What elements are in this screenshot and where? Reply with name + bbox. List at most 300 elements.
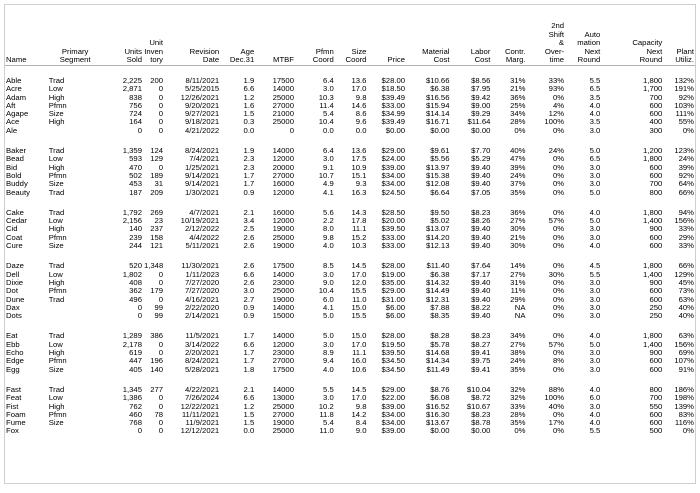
cell-plant-utiliz: 91% bbox=[678, 365, 694, 374]
cell-unit-inven-tory: 0 bbox=[158, 349, 164, 358]
cell-mtbf: 14000 bbox=[272, 331, 294, 341]
cell-labor-cost: $9.40 bbox=[471, 163, 491, 172]
cell-age-dec-31: 6.6 bbox=[243, 394, 255, 403]
cell-age-dec-31: 2.1 bbox=[243, 207, 255, 217]
cell-unit-inven-tory: 99 bbox=[154, 303, 164, 312]
cell-unit-inven-tory: 0 bbox=[158, 126, 164, 135]
cell-units-sold: 140 bbox=[129, 225, 142, 234]
cell-size-coord: 10.6 bbox=[351, 365, 367, 374]
cell-mtbf: 25000 bbox=[272, 93, 294, 102]
cell-contr-marg: 27% bbox=[510, 270, 526, 279]
cell-auto-mation-next-round: 3.0 bbox=[589, 295, 601, 304]
table-row bbox=[5, 251, 695, 270]
cell-name: Ebb bbox=[6, 340, 20, 349]
cell-plant-utiliz: 33% bbox=[678, 225, 694, 234]
cell-age-dec-31: 0.3 bbox=[243, 118, 255, 127]
cell-primary-segment: Trad bbox=[48, 384, 65, 394]
cell-revision-date: 9/27/2021 bbox=[184, 110, 220, 119]
cell-age-dec-31: 1.7 bbox=[243, 331, 255, 341]
cell-unit-inven-tory: 1,348 bbox=[143, 261, 164, 271]
cell-age-dec-31: 2.6 bbox=[243, 233, 255, 242]
cell-name: Daze bbox=[6, 261, 24, 271]
cell-labor-cost: $11.64 bbox=[467, 118, 491, 127]
cell-plant-utiliz: 198% bbox=[674, 394, 694, 403]
cell-pfmn-coord: 3.0 bbox=[323, 270, 334, 279]
cell-mtbf: 27000 bbox=[272, 357, 294, 366]
cell-material-cost: $6.64 bbox=[430, 188, 450, 197]
cell-material-cost: $16.56 bbox=[425, 93, 450, 102]
cell-revision-date: 12/12/2021 bbox=[180, 427, 220, 436]
cell-revision-date: 8/24/2021 bbox=[184, 357, 220, 366]
cell-contr-marg: 37% bbox=[510, 180, 526, 189]
cell-units-sold: 619 bbox=[129, 349, 142, 358]
cell-mtbf: 14000 bbox=[272, 270, 294, 279]
cell-size-coord: 9.8 bbox=[355, 93, 367, 102]
cell-material-cost: $5.02 bbox=[430, 217, 450, 226]
cell-age-dec-31: 1.9 bbox=[243, 76, 255, 85]
cell-revision-date: 11/9/2021 bbox=[185, 419, 220, 428]
cell-unit-inven-tory: 196 bbox=[150, 357, 164, 366]
cell-mtbf: 19000 bbox=[272, 225, 294, 234]
cell-mtbf: 25000 bbox=[272, 233, 294, 242]
cell-name: Ale bbox=[6, 126, 18, 135]
cell-name: Eat bbox=[6, 331, 18, 341]
table-row bbox=[5, 427, 695, 436]
cell-material-cost: $9.50 bbox=[430, 207, 450, 217]
cell-price: $0.00 bbox=[385, 126, 406, 135]
cell-name: Dixie bbox=[6, 278, 24, 287]
cell-auto-mation-next-round: 3.0 bbox=[589, 233, 601, 242]
cell-units-sold: 838 bbox=[129, 93, 142, 102]
cell-unit-inven-tory: 0 bbox=[158, 270, 164, 279]
cell-labor-cost: $9.40 bbox=[471, 242, 491, 251]
cell-auto-mation-next-round: 3.0 bbox=[589, 402, 601, 411]
cell-price: $39.50 bbox=[381, 225, 406, 234]
cell-capacity-next-round: 400 bbox=[649, 118, 663, 127]
table-row bbox=[5, 341, 695, 349]
cell-name: Able bbox=[6, 76, 22, 85]
cell-size-coord: 15.5 bbox=[351, 312, 367, 321]
cell-age-dec-31: 2.3 bbox=[243, 163, 255, 172]
col-header-contr-marg: Contr. Marg. bbox=[491, 5, 526, 66]
cell-units-sold: 1,359 bbox=[122, 146, 142, 156]
cell-revision-date: 9/14/2021 bbox=[184, 180, 220, 189]
cell-labor-cost: $9.41 bbox=[471, 349, 491, 358]
cell-2nd-shift-over-time: 88% bbox=[548, 384, 565, 394]
cell-units-sold: 0 bbox=[137, 427, 142, 436]
col-header-units-sold: Units Sold bbox=[106, 5, 143, 66]
table-row bbox=[5, 94, 695, 102]
cell-revision-date: 7/26/2024 bbox=[184, 394, 220, 403]
col-header-2nd-shift-over-time: 2nd Shift & Over- time bbox=[526, 5, 565, 66]
cell-plant-utiliz: 191% bbox=[674, 85, 694, 94]
cell-unit-inven-tory: 0 bbox=[158, 402, 164, 411]
cell-plant-utiliz: 55% bbox=[678, 118, 694, 127]
table-row bbox=[5, 102, 695, 110]
cell-units-sold: 1,792 bbox=[122, 207, 142, 217]
col-header-price: Price bbox=[367, 5, 406, 66]
cell-pfmn-coord: 3.0 bbox=[323, 340, 334, 349]
table-row bbox=[5, 375, 695, 394]
cell-price: $39.00 bbox=[381, 402, 406, 411]
cell-pfmn-coord: 10.2 bbox=[318, 402, 334, 411]
cell-2nd-shift-over-time: 0% bbox=[552, 225, 565, 234]
cell-revision-date: 4/7/2021 bbox=[189, 207, 220, 217]
cell-age-dec-31: 1.7 bbox=[243, 180, 255, 189]
cell-name: Adam bbox=[6, 93, 27, 102]
cell-contr-marg: 39% bbox=[510, 163, 526, 172]
cell-name: Dot bbox=[6, 287, 18, 296]
cell-mtbf: 27000 bbox=[272, 171, 294, 180]
cell-size-coord: 14.5 bbox=[351, 384, 367, 394]
cell-mtbf: 12000 bbox=[272, 217, 294, 226]
cell-size-coord: 15.1 bbox=[351, 171, 367, 180]
cell-name: Cedar bbox=[6, 217, 27, 226]
cell-unit-inven-tory: 31 bbox=[154, 180, 164, 189]
cell-pfmn-coord: 8.5 bbox=[323, 261, 334, 271]
cell-unit-inven-tory: 0 bbox=[158, 163, 164, 172]
cell-size-coord: 9.0 bbox=[355, 427, 367, 436]
cell-auto-mation-next-round: 5.0 bbox=[589, 217, 601, 226]
cell-age-dec-31: 1.7 bbox=[243, 349, 255, 358]
cell-name: Fist bbox=[6, 402, 19, 411]
table-row bbox=[5, 349, 695, 357]
cell-capacity-next-round: 1,800 bbox=[643, 331, 663, 341]
cell-contr-marg: 24% bbox=[510, 357, 526, 366]
cell-revision-date: 7/4/2021 bbox=[189, 155, 220, 164]
cell-capacity-next-round: 1,800 bbox=[643, 76, 663, 85]
table-row bbox=[5, 136, 695, 155]
cell-primary-segment: Low bbox=[48, 217, 63, 226]
cell-capacity-next-round: 600 bbox=[649, 365, 663, 374]
cell-material-cost: $6.38 bbox=[430, 270, 450, 279]
cell-size-coord: 13.6 bbox=[351, 146, 367, 156]
cell-contr-marg: 29% bbox=[510, 295, 526, 304]
cell-capacity-next-round: 600 bbox=[649, 110, 663, 119]
cell-size-coord: 10.3 bbox=[351, 242, 367, 251]
cell-contr-marg: 40% bbox=[510, 146, 526, 156]
cell-units-sold: 768 bbox=[129, 419, 142, 428]
cell-contr-marg: 30% bbox=[510, 225, 526, 234]
cell-labor-cost: $9.40 bbox=[471, 312, 491, 321]
cell-price: $34.00 bbox=[381, 171, 406, 180]
cell-units-sold: 502 bbox=[129, 171, 142, 180]
cell-auto-mation-next-round: 3.5 bbox=[589, 118, 601, 127]
cell-name: Dune bbox=[6, 295, 25, 304]
cell-age-dec-31: 0.0 bbox=[243, 427, 255, 436]
cell-revision-date: 4/21/2022 bbox=[184, 126, 220, 135]
cell-primary-segment: Low bbox=[48, 85, 63, 94]
cell-name: Fume bbox=[6, 419, 26, 428]
table-row bbox=[5, 403, 695, 411]
cell-price: $35.00 bbox=[381, 278, 406, 287]
cell-size-coord: 17.8 bbox=[351, 217, 367, 226]
cell-mtbf: 14000 bbox=[272, 384, 294, 394]
table-row bbox=[5, 127, 695, 136]
cell-unit-inven-tory: 0 bbox=[158, 118, 164, 127]
cell-name: Egg bbox=[6, 365, 20, 374]
cell-revision-date: 8/11/2021 bbox=[185, 76, 220, 85]
cell-unit-inven-tory: 99 bbox=[154, 312, 164, 321]
cell-capacity-next-round: 600 bbox=[649, 101, 663, 110]
cell-unit-inven-tory: 269 bbox=[150, 207, 164, 217]
cell-units-sold: 164 bbox=[129, 118, 142, 127]
cell-material-cost: $13.67 bbox=[425, 419, 450, 428]
cell-contr-marg: 11% bbox=[510, 287, 526, 296]
cell-auto-mation-next-round: 4.0 bbox=[589, 101, 601, 110]
cell-2nd-shift-over-time: 0% bbox=[552, 278, 565, 287]
cell-labor-cost: $8.56 bbox=[471, 76, 491, 85]
cell-primary-segment: Trad bbox=[48, 295, 65, 304]
cell-material-cost: $15.94 bbox=[425, 101, 450, 110]
cell-pfmn-coord: 8.9 bbox=[323, 349, 334, 358]
cell-contr-marg: NA bbox=[514, 312, 526, 321]
cell-contr-marg: 25% bbox=[510, 101, 526, 110]
col-header-mtbf: MTBF bbox=[255, 5, 295, 66]
cell-auto-mation-next-round: 3.0 bbox=[589, 349, 601, 358]
cell-price: $34.00 bbox=[381, 410, 406, 419]
cell-unit-inven-tory: 0 bbox=[158, 419, 164, 428]
col-header-revision-date: Revision Date bbox=[164, 5, 220, 66]
cell-primary-segment: Trad bbox=[48, 188, 65, 197]
cell-capacity-next-round: 600 bbox=[649, 242, 663, 251]
cell-plant-utiliz: 107% bbox=[674, 357, 694, 366]
cell-material-cost: $14.34 bbox=[425, 357, 450, 366]
cell-mtbf: 20000 bbox=[272, 163, 294, 172]
cell-revision-date: 5/25/2015 bbox=[184, 85, 220, 94]
cell-primary-segment: High bbox=[48, 349, 65, 358]
cell-material-cost: $13.07 bbox=[425, 225, 450, 234]
cell-plant-utiliz: 103% bbox=[674, 101, 694, 110]
cell-unit-inven-tory: 0 bbox=[158, 93, 164, 102]
cell-primary-segment bbox=[45, 127, 106, 136]
cell-revision-date: 4/16/2021 bbox=[184, 295, 220, 304]
cell-price: $29.00 bbox=[381, 146, 406, 156]
cell-capacity-next-round: 250 bbox=[649, 312, 663, 321]
cell-primary-segment: Size bbox=[48, 365, 64, 374]
cell-units-sold: 1,802 bbox=[122, 270, 142, 279]
cell-price: $6.00 bbox=[385, 303, 406, 312]
cell-plant-utiliz: 156% bbox=[674, 217, 694, 226]
cell-price: $34.50 bbox=[381, 357, 406, 366]
table-row bbox=[5, 118, 695, 126]
cell-plant-utiliz: 24% bbox=[678, 155, 694, 164]
cell-age-dec-31: 0.9 bbox=[243, 188, 255, 197]
cell-age-dec-31: 1.9 bbox=[243, 146, 255, 156]
cell-age-dec-31: 1.7 bbox=[243, 357, 255, 366]
cell-mtbf: 14000 bbox=[272, 146, 294, 156]
cell-labor-cost: $9.00 bbox=[471, 101, 491, 110]
cell-capacity-next-round: 600 bbox=[649, 287, 663, 296]
cell-auto-mation-next-round: 5.0 bbox=[589, 146, 601, 156]
cell-name: Bold bbox=[6, 171, 22, 180]
cell-revision-date: 2/14/2021 bbox=[184, 312, 220, 321]
cell-capacity-next-round: 600 bbox=[649, 410, 663, 419]
cell-capacity-next-round: 700 bbox=[649, 394, 663, 403]
cell-unit-inven-tory: 0 bbox=[158, 101, 164, 110]
table-row bbox=[5, 411, 695, 419]
production-analysis-sheet bbox=[4, 4, 696, 484]
cell-units-sold: 2,871 bbox=[122, 85, 142, 94]
cell-pfmn-coord: 5.0 bbox=[323, 312, 334, 321]
cell-material-cost: $14.68 bbox=[425, 349, 450, 358]
cell-units-sold: 496 bbox=[129, 295, 142, 304]
cell-2nd-shift-over-time: 24% bbox=[548, 146, 565, 156]
cell-plant-utiliz: 40% bbox=[678, 312, 694, 321]
cell-material-cost: $12.13 bbox=[425, 242, 450, 251]
production-table bbox=[5, 5, 695, 437]
cell-name: Cake bbox=[6, 207, 24, 217]
cell-mtbf: 12000 bbox=[272, 188, 294, 197]
cell-mtbf: 14000 bbox=[272, 85, 294, 94]
cell-auto-mation-next-round: 4.0 bbox=[589, 110, 601, 119]
cell-plant-utiliz: 94% bbox=[678, 207, 694, 217]
cell-pfmn-coord: 9.4 bbox=[323, 357, 334, 366]
cell-mtbf: 19000 bbox=[272, 419, 294, 428]
cell-mtbf: 0 bbox=[289, 126, 294, 135]
table-row bbox=[5, 172, 695, 180]
cell-mtbf: 12000 bbox=[272, 155, 294, 164]
cell-name: Buddy bbox=[6, 180, 28, 189]
cell-2nd-shift-over-time: 30% bbox=[548, 270, 565, 279]
cell-labor-cost: $9.41 bbox=[471, 365, 491, 374]
cell-2nd-shift-over-time: 100% bbox=[544, 394, 565, 403]
cell-labor-cost: $9.40 bbox=[471, 295, 491, 304]
cell-size-coord: 9.6 bbox=[355, 118, 367, 127]
col-header-labor-cost: Labor Cost bbox=[450, 5, 491, 66]
cell-age-dec-31: 1.5 bbox=[243, 410, 255, 419]
cell-name: Aft bbox=[6, 101, 16, 110]
cell-primary-segment: Pfmn bbox=[48, 171, 67, 180]
cell-pfmn-coord: 4.1 bbox=[323, 303, 334, 312]
cell-material-cost: $5.78 bbox=[430, 340, 450, 349]
cell-units-sold: 470 bbox=[129, 163, 142, 172]
cell-auto-mation-next-round: 3.0 bbox=[589, 357, 601, 366]
cell-contr-marg: 14% bbox=[510, 261, 526, 271]
cell-revision-date: 1/11/2023 bbox=[185, 270, 220, 279]
cell-plant-utiliz: 186% bbox=[674, 384, 694, 394]
cell-size-coord: 15.0 bbox=[351, 303, 367, 312]
cell-labor-cost: $8.22 bbox=[471, 303, 491, 312]
table-row bbox=[5, 164, 695, 172]
col-header-auto-mation-next-round: Auto mation Next Round bbox=[565, 5, 601, 66]
cell-age-dec-31: 1.2 bbox=[243, 402, 255, 411]
cell-size-coord: 9.8 bbox=[355, 402, 367, 411]
cell-price: $20.00 bbox=[381, 217, 406, 226]
cell-pfmn-coord: 6.4 bbox=[323, 76, 334, 85]
cell-pfmn-coord: 4.9 bbox=[323, 180, 334, 189]
cell-size-coord: 17.5 bbox=[351, 155, 367, 164]
cell-auto-mation-next-round: 5.5 bbox=[589, 427, 601, 436]
cell-auto-mation-next-round: 3.0 bbox=[589, 180, 601, 189]
cell-primary-segment: High bbox=[48, 118, 65, 127]
cell-name: Baker bbox=[6, 146, 27, 156]
cell-pfmn-coord: 3.0 bbox=[323, 85, 334, 94]
cell-auto-mation-next-round: 4.5 bbox=[589, 261, 601, 271]
cell-name: Agape bbox=[6, 110, 29, 119]
cell-price: $29.00 bbox=[381, 384, 406, 394]
cell-unit-inven-tory: 386 bbox=[150, 331, 164, 341]
table-row bbox=[5, 225, 695, 233]
cell-labor-cost: $9.40 bbox=[471, 225, 491, 234]
cell-capacity-next-round: 700 bbox=[649, 93, 663, 102]
cell-plant-utiliz: 0% bbox=[682, 126, 694, 135]
cell-size-coord: 17.0 bbox=[351, 340, 367, 349]
cell-mtbf: 19000 bbox=[272, 242, 294, 251]
cell-contr-marg: 0% bbox=[514, 126, 526, 135]
cell-capacity-next-round: 1,200 bbox=[643, 146, 663, 156]
cell-primary-segment: Size bbox=[48, 110, 64, 119]
cell-capacity-next-round: 1,800 bbox=[643, 261, 663, 271]
cell-mtbf: 23000 bbox=[272, 349, 294, 358]
cell-2nd-shift-over-time: 12% bbox=[548, 110, 565, 119]
cell-unit-inven-tory: 189 bbox=[150, 171, 164, 180]
cell-units-sold: 408 bbox=[129, 278, 142, 287]
cell-age-dec-31: 2.6 bbox=[243, 278, 255, 287]
cell-price: $39.00 bbox=[381, 427, 406, 436]
cell-unit-inven-tory: 124 bbox=[150, 146, 164, 156]
cell-2nd-shift-over-time: 0% bbox=[552, 312, 565, 321]
cell-labor-cost: $7.64 bbox=[471, 261, 491, 271]
cell-primary-segment bbox=[45, 312, 106, 321]
cell-size-coord: 11.1 bbox=[352, 225, 367, 234]
cell-name: Bid bbox=[6, 163, 18, 172]
cell-2nd-shift-over-time: 0% bbox=[552, 303, 565, 312]
cell-unit-inven-tory: 121 bbox=[150, 242, 164, 251]
cell-plant-utiliz: 156% bbox=[674, 340, 694, 349]
cell-price: $34.00 bbox=[381, 180, 406, 189]
cell-material-cost: $5.56 bbox=[430, 155, 450, 164]
cell-contr-marg: 35% bbox=[510, 419, 526, 428]
cell-pfmn-coord: 9.1 bbox=[323, 163, 334, 172]
cell-material-cost: $10.66 bbox=[425, 76, 450, 85]
cell-revision-date: 2/20/2021 bbox=[184, 349, 220, 358]
cell-units-sold: 239 bbox=[129, 233, 142, 242]
cell-2nd-shift-over-time: 0% bbox=[552, 242, 565, 251]
cell-plant-utiliz: 92% bbox=[678, 93, 694, 102]
cell-contr-marg: 33% bbox=[510, 402, 526, 411]
cell-labor-cost: $7.95 bbox=[471, 85, 491, 94]
cell-pfmn-coord: 10.4 bbox=[318, 118, 334, 127]
cell-age-dec-31: 6.6 bbox=[243, 270, 255, 279]
cell-contr-marg: 21% bbox=[510, 233, 526, 242]
col-header-primary-segment: Primary Segment bbox=[45, 5, 106, 66]
cell-primary-segment: Low bbox=[48, 394, 63, 403]
cell-labor-cost: $5.29 bbox=[471, 155, 491, 164]
cell-plant-utiliz: 40% bbox=[678, 303, 694, 312]
cell-labor-cost: $9.29 bbox=[471, 110, 491, 119]
cell-capacity-next-round: 250 bbox=[649, 303, 663, 312]
cell-price: $29.00 bbox=[381, 287, 406, 296]
cell-labor-cost: $8.78 bbox=[471, 419, 491, 428]
cell-material-cost: $15.38 bbox=[425, 171, 450, 180]
cell-capacity-next-round: 600 bbox=[649, 233, 663, 242]
cell-units-sold: 1,386 bbox=[122, 394, 142, 403]
cell-units-sold: 0 bbox=[137, 303, 142, 312]
table-row bbox=[5, 366, 695, 375]
cell-contr-marg: 31% bbox=[510, 76, 526, 85]
cell-plant-utiliz: 123% bbox=[674, 146, 694, 156]
cell-contr-marg: NA bbox=[514, 303, 526, 312]
cell-name: Dax bbox=[6, 303, 20, 312]
cell-name: Feat bbox=[6, 394, 22, 403]
cell-capacity-next-round: 700 bbox=[649, 180, 663, 189]
cell-price: $39.50 bbox=[381, 349, 406, 358]
cell-price: $24.50 bbox=[381, 188, 406, 197]
cell-unit-inven-tory: 0 bbox=[158, 427, 164, 436]
cell-age-dec-31: 1.8 bbox=[243, 365, 255, 374]
cell-labor-cost: $9.42 bbox=[471, 93, 491, 102]
